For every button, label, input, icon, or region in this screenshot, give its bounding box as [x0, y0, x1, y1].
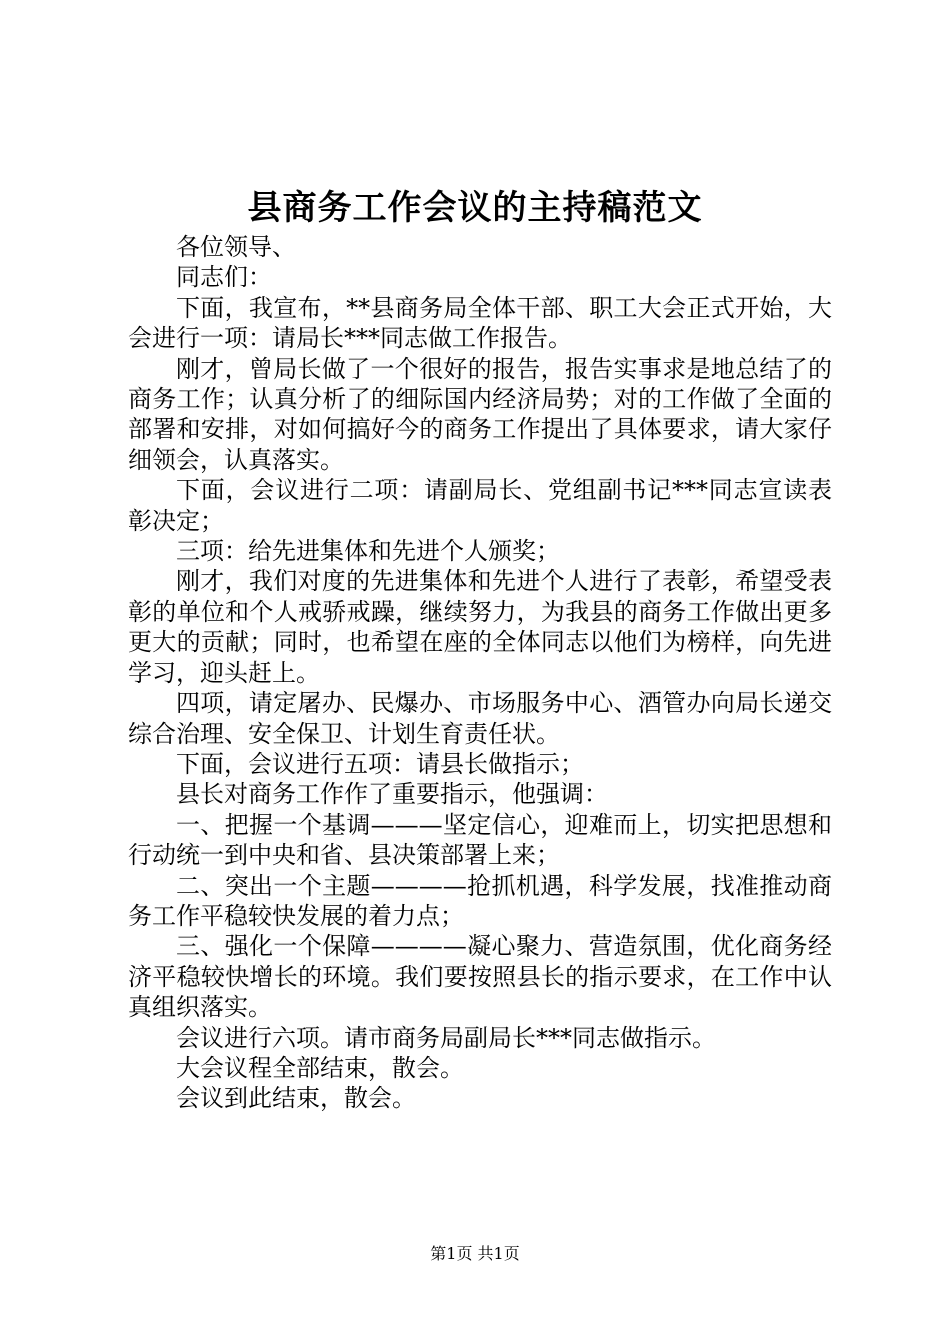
- paragraph: 会议到此结束，散会。: [176, 1084, 416, 1113]
- paragraph: 二、突出一个主题————抢抓机遇，科学发展，找准推动商务工作平稳较快发展的着力点；: [128, 871, 832, 930]
- paragraph: 刚才，曾局长做了一个很好的报告，报告实事求是地总结了的商务工作；认真分析了的细际国内经济局势；对的工作做了全面的部署和安排，对如何搞好今的商务工作提出了具体要求，请大家仔细领会，认真落实。: [128, 354, 832, 474]
- paragraph-salutation-2: 同志们：: [176, 263, 272, 292]
- document-title: 县商务工作会议的主持稿范文: [247, 188, 703, 228]
- document-body: [128, 232, 832, 1114]
- paragraph: 大会议程全部结束，散会。: [176, 1053, 464, 1082]
- paragraph: 县长对商务工作作了重要指示，他强调：: [176, 780, 608, 809]
- paragraph: 会议进行六项。请市商务局副局长***同志做指示。: [176, 1023, 716, 1052]
- paragraph: 三、强化一个保障————凝心聚力、营造氛围，优化商务经济平稳较快增长的环境。我们要按照县长的指示要求，在工作中认真组织落实。: [128, 932, 832, 1022]
- paragraph: 三项：给先进集体和先进个人颁奖；: [176, 537, 560, 566]
- paragraph: 一、把握一个基调———坚定信心，迎难而上，切实把思想和行动统一到中央和省、县决策部署上来；: [128, 810, 832, 870]
- paragraph: 刚才，我们对度的先进集体和先进个人进行了表彰，希望受表彰的单位和个人戒骄戒躁，继续努力，为我县的商务工作做出更多更大的贡献；同时，也希望在座的全体同志以他们为榜样，向先进学习，迎头赶上。: [128, 567, 832, 687]
- paragraph: 下面，会议进行五项：请县长做指示；: [176, 749, 584, 778]
- paragraph: 下面，我宣布，**县商务局全体干部、职工大会正式开始，大会进行一项：请局长***同志做工作报告。: [128, 293, 832, 353]
- paragraph-salutation-1: 各位领导、: [176, 233, 296, 261]
- paragraph: 四项，请定屠办、民爆办、市场服务中心、酒管办向局长递交综合治理、安全保卫、计划生育责任状。: [128, 689, 832, 748]
- page-number-footer: 第1页 共1页: [430, 1244, 520, 1263]
- paragraph: 下面，会议进行二项：请副局长、党组副书记***同志宣读表彰决定；: [128, 476, 832, 535]
